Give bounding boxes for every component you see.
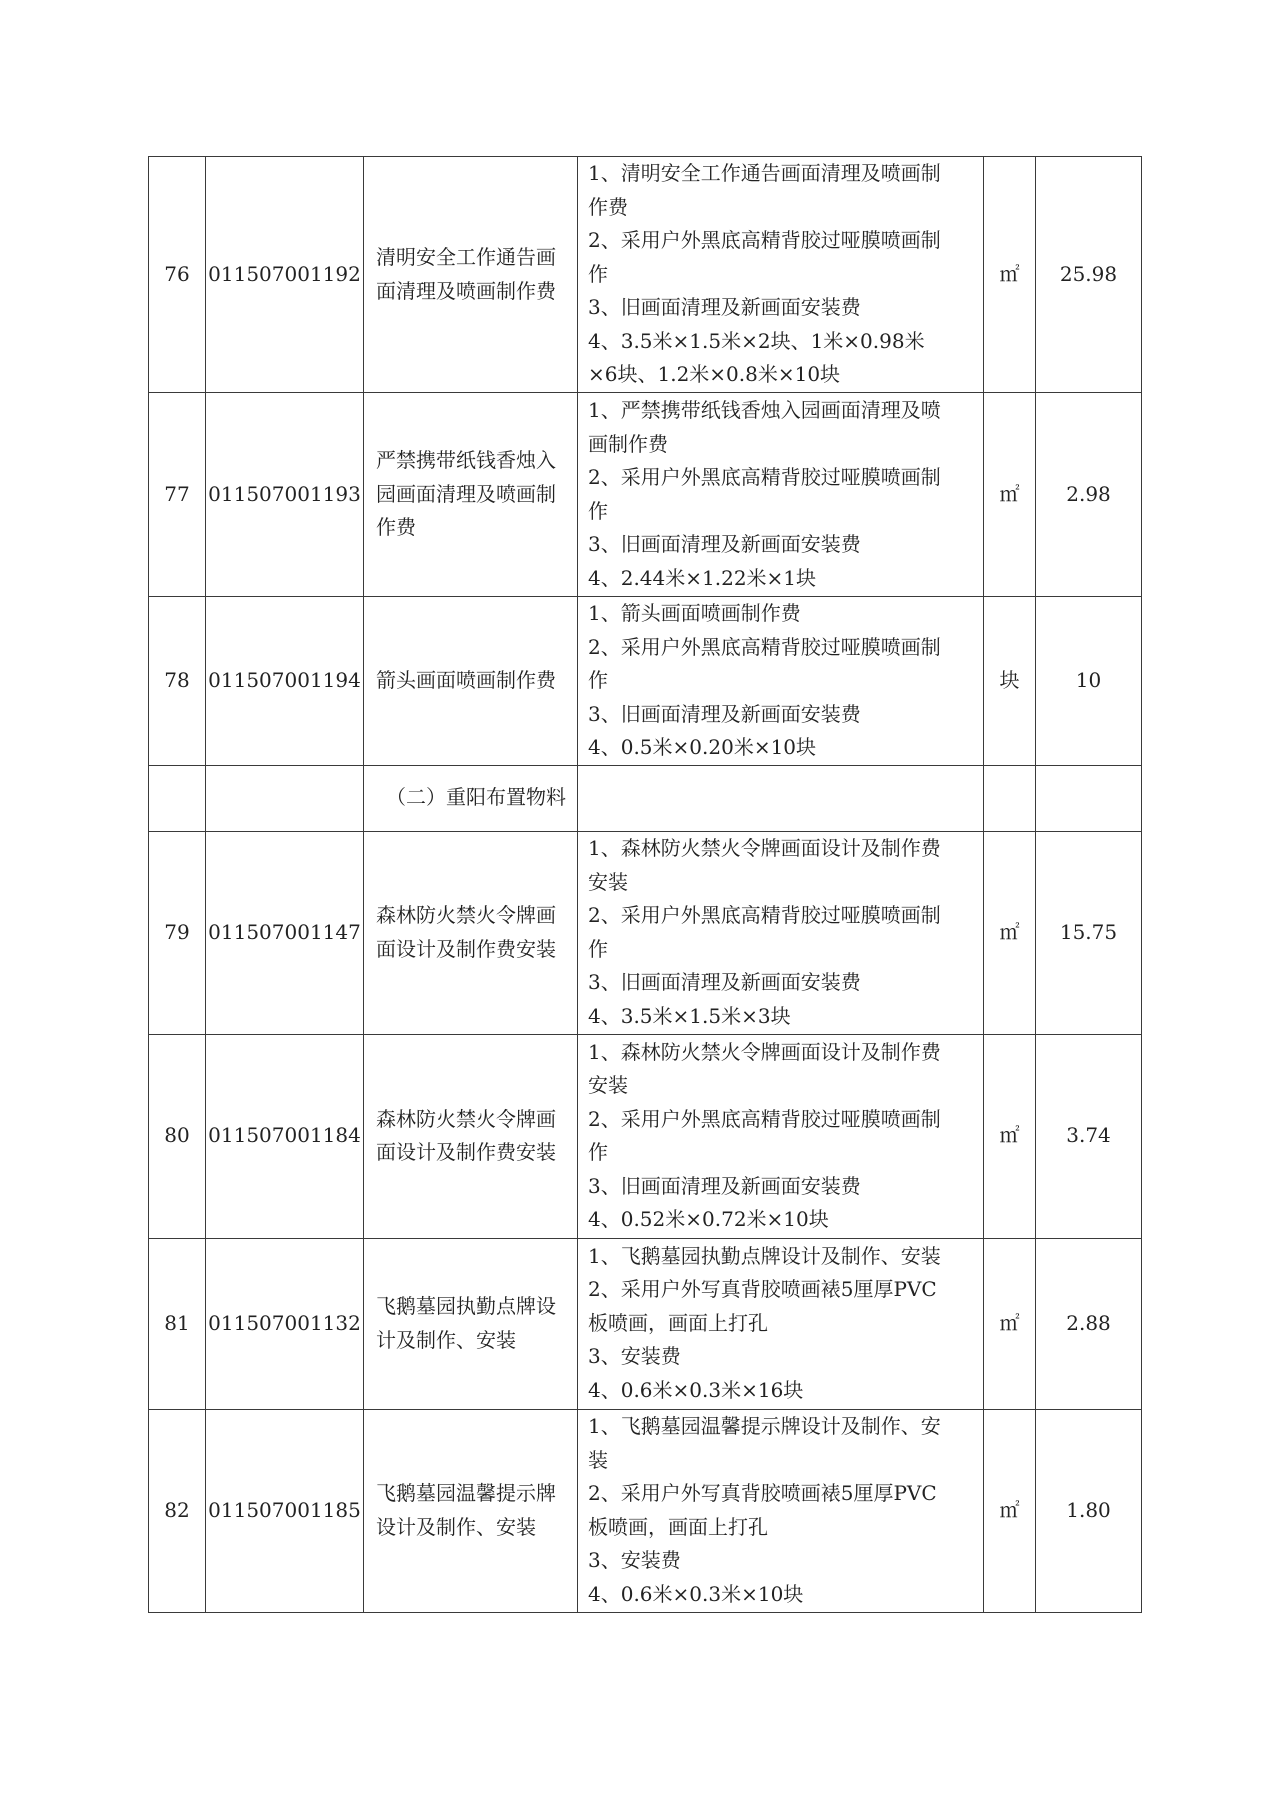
item-quantity-cell: 25.98: [1036, 157, 1142, 393]
description-line: 画制作费: [588, 431, 668, 456]
description-line: 4、0.5米×0.20米×10块: [588, 735, 817, 759]
item-description-cell: [578, 1409, 984, 1612]
item-unit-cell: ㎡: [984, 393, 1036, 597]
item-unit-cell: 块: [984, 597, 1036, 766]
section-title-cell: [364, 765, 578, 831]
item-number-cell: 80: [149, 1034, 206, 1238]
description-line: 4、3.5米×1.5米×2块、1米×0.98米: [588, 328, 925, 353]
description-line: 4、0.6米×0.3米×16块: [588, 1377, 804, 1402]
description-line: ×6块、1.2米×0.8米×10块: [588, 362, 841, 387]
description-line: 2、采用户外写真背胶喷画裱5厘厚PVC: [588, 1481, 937, 1505]
item-quantity-cell: 2.98: [1036, 393, 1142, 597]
section-header-row: [149, 765, 1142, 831]
item-name-cell: 严禁携带纸钱香烛入园画面清理及喷画制作费: [364, 393, 578, 597]
item-unit-cell: [984, 765, 1036, 831]
table-row: [149, 1238, 1142, 1409]
description-line: 2、采用户外黑底高精背胶过哑膜喷画制: [588, 634, 941, 659]
description-line: 作: [588, 668, 608, 692]
description-line: 板喷画，画面上打孔: [588, 1310, 768, 1335]
item-code-cell: [206, 765, 364, 831]
item-code-cell: 011507001184: [206, 1034, 364, 1238]
item-number-cell: 77: [149, 393, 206, 597]
description-line: 装: [588, 1447, 608, 1472]
description-line: 1、箭头画面喷画制作费: [588, 601, 801, 625]
item-unit-cell: ㎡: [984, 157, 1036, 393]
item-description-cell: [578, 597, 984, 766]
item-quantity-cell: 3.74: [1036, 1034, 1142, 1238]
description-line: 安装: [588, 869, 628, 894]
table-row: [149, 157, 1142, 393]
item-quantity-cell: 15.75: [1036, 831, 1142, 1034]
description-line: 3、旧画面清理及新画面安装费: [588, 1173, 861, 1198]
item-description-cell: [578, 393, 984, 597]
description-line: 2、采用户外黑底高精背胶过哑膜喷画制: [588, 465, 941, 489]
description-line: 3、旧画面清理及新画面安装费: [588, 532, 861, 556]
item-number-cell: 79: [149, 831, 206, 1034]
description-line: 作费: [588, 194, 628, 219]
item-description-cell: [578, 1034, 984, 1238]
description-line: 2、采用户外黑底高精背胶过哑膜喷画制: [588, 228, 941, 253]
item-quantity-cell: 10: [1036, 597, 1142, 766]
item-number-cell: 82: [149, 1409, 206, 1612]
item-unit-cell: ㎡: [984, 1409, 1036, 1612]
description-line: 1、飞鹅墓园执勤点牌设计及制作、安装: [588, 1243, 941, 1268]
item-quantity-cell: [1036, 765, 1142, 831]
item-unit-cell: ㎡: [984, 1238, 1036, 1409]
item-number-cell: [149, 765, 206, 831]
item-code-cell: 011507001193: [206, 393, 364, 597]
item-description-cell: [578, 765, 984, 831]
item-unit-cell: ㎡: [984, 1034, 1036, 1238]
item-quantity-cell: 2.88: [1036, 1238, 1142, 1409]
table-row: [149, 1409, 1142, 1612]
table-row: [149, 393, 1142, 597]
description-line: 4、0.6米×0.3米×10块: [588, 1581, 804, 1606]
description-line: 1、飞鹅墓园温馨提示牌设计及制作、安: [588, 1414, 941, 1438]
description-line: 作: [588, 1140, 608, 1164]
item-name-cell: 清明安全工作通告画面清理及喷画制作费: [364, 157, 578, 393]
item-description-cell: [578, 157, 984, 393]
item-code-cell: 011507001192: [206, 157, 364, 393]
description-line: 3、安装费: [588, 1344, 681, 1369]
description-line: 安装: [588, 1073, 628, 1097]
description-line: 3、旧画面清理及新画面安装费: [588, 701, 861, 726]
item-code-cell: 011507001185: [206, 1409, 364, 1612]
item-name-cell: 森林防火禁火令牌画面设计及制作费安装: [364, 831, 578, 1034]
description-line: 作: [588, 936, 608, 961]
description-line: 1、严禁携带纸钱香烛入园画面清理及喷: [588, 398, 941, 422]
item-code-cell: 011507001194: [206, 597, 364, 766]
description-line: 4、0.52米×0.72米×10块: [588, 1207, 829, 1231]
item-number-cell: 76: [149, 157, 206, 393]
item-unit-cell: ㎡: [984, 831, 1036, 1034]
item-description-cell: [578, 1238, 984, 1409]
description-line: 3、旧画面清理及新画面安装费: [588, 295, 861, 320]
bill-of-quantities-table: [148, 156, 1142, 1613]
description-line: 3、旧画面清理及新画面安装费: [588, 970, 861, 994]
table-row: [149, 597, 1142, 766]
item-number-cell: 81: [149, 1238, 206, 1409]
description-line: 作: [588, 261, 608, 286]
description-line: 作: [588, 498, 608, 523]
item-name-cell: 箭头画面喷画制作费: [364, 597, 578, 766]
description-line: 4、2.44米×1.22米×1块: [588, 565, 817, 590]
description-line: 2、采用户外黑底高精背胶过哑膜喷画制: [588, 903, 941, 927]
description-line: 板喷画，画面上打孔: [588, 1514, 768, 1539]
item-description-cell: [578, 831, 984, 1034]
table-row: [149, 831, 1142, 1034]
item-name-cell: 飞鹅墓园执勤点牌设计及制作、安装: [364, 1238, 578, 1409]
item-number-cell: 78: [149, 597, 206, 766]
item-code-cell: 011507001147: [206, 831, 364, 1034]
description-line: 1、森林防火禁火令牌画面设计及制作费: [588, 836, 941, 860]
table-row: [149, 1034, 1142, 1238]
item-name-cell: 飞鹅墓园温馨提示牌设计及制作、安装: [364, 1409, 578, 1612]
description-line: 1、森林防火禁火令牌画面设计及制作费: [588, 1039, 941, 1064]
table-body: [149, 157, 1142, 1613]
section-title: （二）重阳布置物料: [386, 785, 566, 810]
item-name-cell: 森林防火禁火令牌画面设计及制作费安装: [364, 1034, 578, 1238]
description-line: 2、采用户外写真背胶喷画裱5厘厚PVC: [588, 1277, 937, 1302]
description-line: 4、3.5米×1.5米×3块: [588, 1003, 791, 1028]
item-quantity-cell: 1.80: [1036, 1409, 1142, 1612]
description-line: 2、采用户外黑底高精背胶过哑膜喷画制: [588, 1106, 941, 1131]
description-line: 3、安装费: [588, 1548, 681, 1572]
item-code-cell: 011507001132: [206, 1238, 364, 1409]
description-line: 1、清明安全工作通告画面清理及喷画制: [588, 161, 941, 186]
